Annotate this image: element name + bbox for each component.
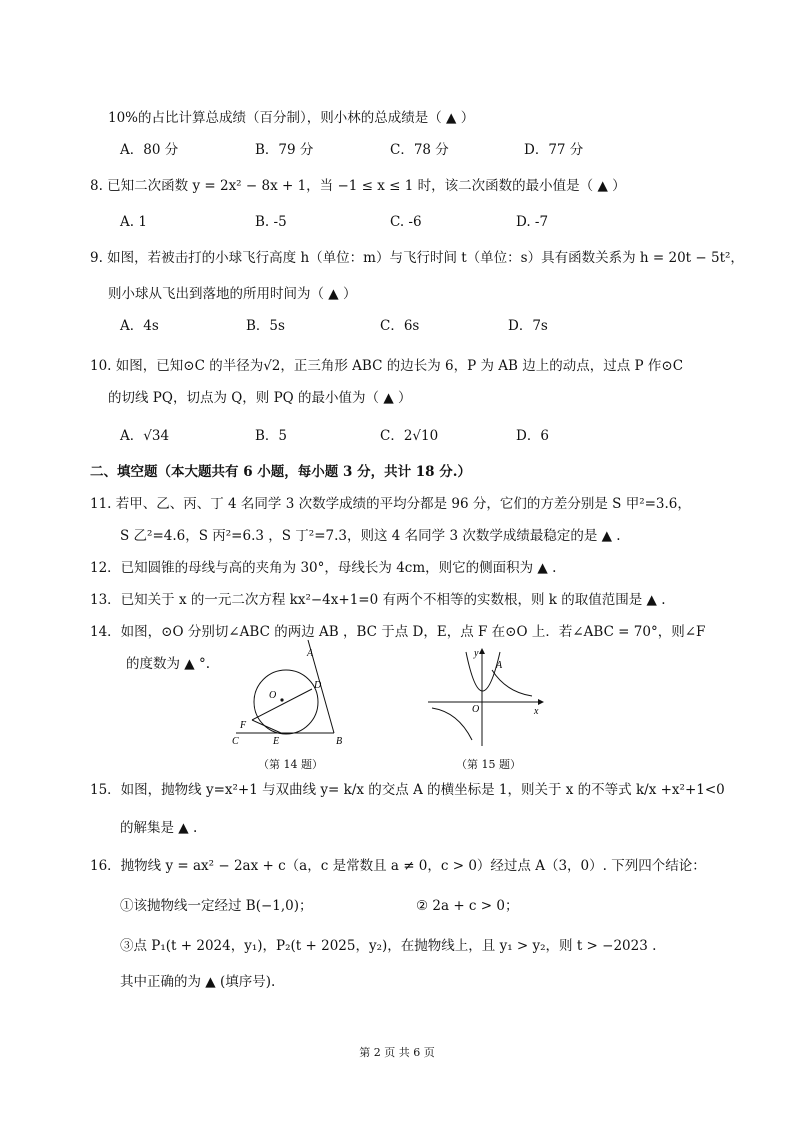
q8-option-c: C. -6 [390,214,422,230]
q16-conclusion-1: ①该抛物线一定经过 B(−1,0)； [120,898,313,914]
q11-line-1: 11. 若甲、乙、丙、丁 4 名同学 3 次数学成绩的平均分都是 96 分，它们的方差分别是 S 甲²=3.6， [90,496,691,512]
label-o: O [269,690,277,701]
hyperbola-branch-right [492,670,532,696]
q7-option-d: D．77 分 [524,142,584,158]
q10-option-c: C．2√10 [380,428,439,444]
q16-conclusion-2: ② 2a + c > 0； [416,898,519,914]
q13-line: 13．已知关于 x 的一元二次方程 kx²−4x+1=0 有两个不相等的实数根，则 k 的取值范围是 ▲ . [90,592,666,608]
q8-option-d: D. -7 [516,214,549,230]
q7-option-b: B．79 分 [255,142,314,158]
q9-option-a: A．4s [120,318,159,334]
label-e: E [273,736,280,747]
label-d: D [314,680,322,691]
q9-option-c: C．6s [380,318,420,334]
q16-answer-line: 其中正确的为 ▲ (填序号). [120,974,276,990]
q15-line-1: 15．如图，抛物线 y=x²+1 与双曲线 y= k/x 的交点 A 的横坐标是 1，则关于 x 的不等式 k/x +x²+1<0 [90,782,725,798]
q9-option-d: D．7s [508,318,548,334]
parabola-curve [466,652,500,691]
figure-15 [428,646,548,746]
q10-stem-continuation: 的切线 PQ，切点为 Q，则 PQ 的最小值为（ ▲ ） [108,390,412,406]
q8-option-a: A. 1 [120,214,147,230]
q14-line-2: 的度数为 ▲ °. [126,656,211,672]
center-o-point [280,698,283,701]
label-f: F [240,720,247,731]
label-point-a: A [496,660,503,671]
segment-fd [252,689,312,720]
label-c: C [232,736,239,747]
q7-option-c: C．78 分 [390,142,449,158]
q10-option-d: D．6 [516,428,549,444]
label-y: y [474,648,479,659]
q8-stem: 8. 已知二次函数 y = 2x² − 8x + 1，当 −1 ≤ x ≤ 1 时，该二次函数的最小值是（ ▲ ） [90,178,626,194]
label-b: B [336,736,343,747]
q10-option-a: A．√34 [120,428,170,444]
hyperbola-branch-left [432,708,472,740]
q8-option-b: B. -5 [255,214,287,230]
page-footer: 第 2 页 共 6 页 [359,1046,435,1059]
q9-stem-continuation: 则小球从飞出到落地的所用时间为（ ▲ ） [108,286,357,302]
label-origin: O [472,704,480,715]
q7-stem-continuation: 10%的占比计算总成绩（百分制），则小林的总成绩是（ ▲ ） [108,110,475,126]
q9-stem: 9. 如图，若被击打的小球飞行高度 h（单位：m）与飞行时间 t（单位：s）具有函数关系为 h = 20t − 5t²， [90,250,744,266]
label-a: A [307,648,314,659]
section-2-title: 二、填空题（本大题共有 6 小题，每小题 3 分，共计 18 分.） [90,464,471,480]
figure-15-caption: （第 15 题） [456,758,521,771]
q16-line-1: 16．抛物线 y = ax² − 2ax + c（a，c 是常数且 a ≠ 0，c > 0）经过点 A（3，0）. 下列四个结论： [90,858,706,874]
q9-option-b: B．5s [246,318,285,334]
q10-option-b: B．5 [255,428,288,444]
segment-fe [252,720,281,733]
q7-option-a: A．80 分 [120,142,179,158]
q11-line-2: S 乙²=4.6，S 丙²=6.3 ，S 丁²=7.3，则这 4 名同学 3 次数学成绩最稳定的是 ▲ . [120,528,621,544]
q14-line-1: 14．如图，⊙O 分别切∠ABC 的两边 AB ，BC 于点 D，E，点 F 在⊙O 上．若∠ABC = 70°，则∠F [90,624,706,640]
figure-14 [226,640,346,750]
y-axis-arrow-icon [479,648,485,654]
q15-line-2: 的解集是 ▲ . [120,820,198,836]
x-axis-arrow-icon [538,699,544,705]
label-x: x [534,706,539,717]
q10-stem: 10. 如图，已知⊙C 的半径为√2，正三角形 ABC 的边长为 6，P 为 AB 边上的动点，过点 P 作⊙C [90,358,684,374]
q16-conclusion-3: ③点 P₁(t + 2024，y₁)，P₂(t + 2025，y₂)，在抛物线上，且 y₁ > y₂，则 t > −2023 . [120,938,657,954]
figure-14-caption: （第 14 题） [258,758,323,771]
q12-line: 12．已知圆锥的母线与高的夹角为 30°，母线长为 4cm，则它的侧面积为 ▲ . [90,560,557,576]
